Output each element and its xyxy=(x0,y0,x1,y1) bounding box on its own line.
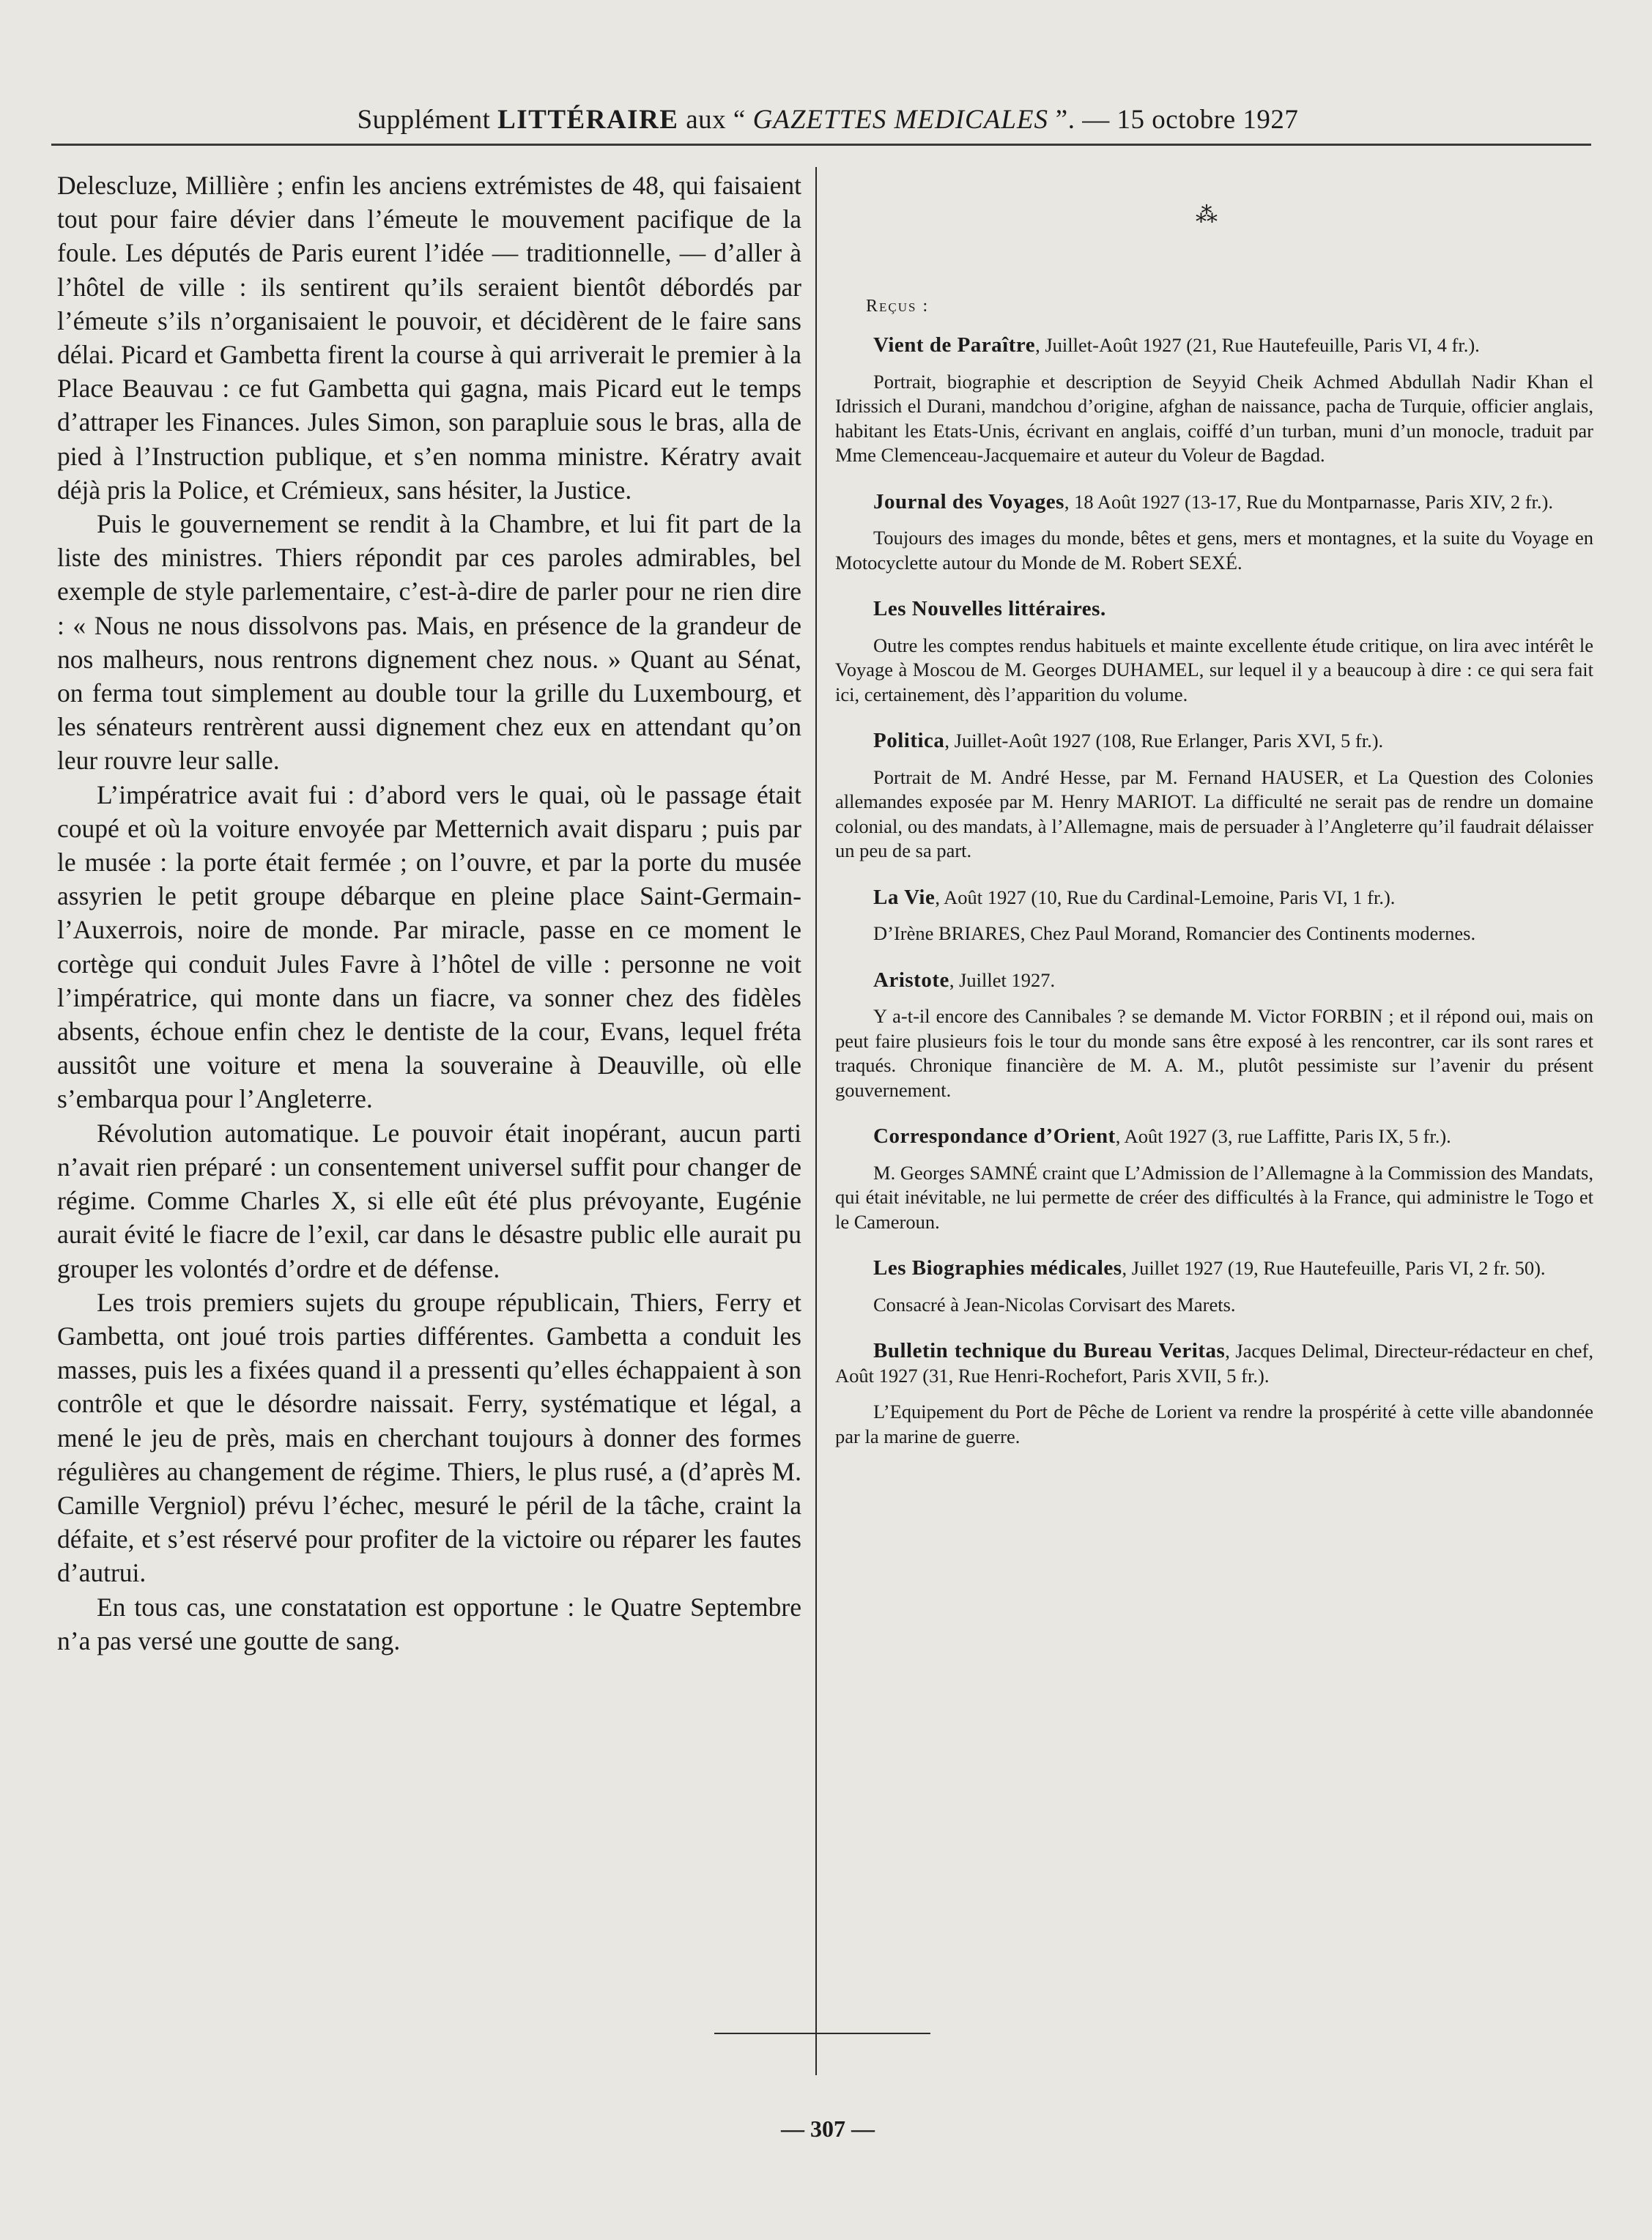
publication-entry xyxy=(835,333,1593,468)
publication-description: Consacré à Jean-Nicolas Corvisart des Marets. xyxy=(873,1293,1236,1316)
publication-entry xyxy=(835,597,1593,707)
publication-description: Y a-t-il encore des Cannibales ? se demande M. Victor FORBIN ; et il répond oui, mais on peut faire plusieurs fois le tour du monde sans être exposé à les rencontrer, car ils sont rares et traqués. Chronique financière de M. A. M., plutôt pessimiste sur l’avenir du présent gouvernement. xyxy=(835,1005,1593,1101)
header-supplement-title: LITTÉRAIRE xyxy=(497,105,679,135)
publication-entry xyxy=(835,729,1593,864)
header-journal-title: GAZETTES MEDICALES xyxy=(752,105,1049,135)
publication-info: , Juillet 1927 (19, Rue Hautefeuille, Paris VI, 2 fr. 50). xyxy=(1122,1257,1546,1279)
publication-entry xyxy=(835,968,1593,1103)
left-paragraph: Delescluze, Millière ; enfin les anciens extrémistes de 48, qui faisaient tout pour faire dévier dans l’émeute le mouvement pacifique de la foule. Les députés de Paris eurent l’idée — traditionnelle, — d’aller à l’hôtel de ville : ils sentirent qu’ils seraient bientôt débordés par l’émeute s’ils n’organisaient le pouvoir, et décidèrent de le faire sans délai. Picard et Gambetta firent la course à qui arriverait le premier à la Place Beauvau : ce fut Gambetta qui gagna, mais Picard eut le temps d’attraper les Finances. Jules Simon, son parapluie sous le bras, alla de pied à l’Instruction publique, et s’en nomma ministre. Kératry avait déjà pris la Police, et Crémieux, sans hésiter, la Justice. xyxy=(57,171,801,505)
publication-title: La Vie xyxy=(873,885,936,909)
publication-title: Journal des Voyages xyxy=(873,489,1064,513)
footer-rule xyxy=(714,2033,930,2034)
header-date: ”. — 15 octobre 1927 xyxy=(1048,105,1299,135)
left-paragraph: Puis le gouvernement se rendit à la Chambre, et lui fit part de la liste des ministres. Thiers répondit par ces paroles admirables, bel exemple de style parlementaire, c’est-à-dire de parler pour ne rien dire : « Nous ne nous dissolvons pas. Mais, en présence de la grandeur de nos malheurs, nous rentrons dignement chez nous. » Quant au Sénat, on ferma tout simplement au double tour la grille du Luxembourg, et les sénateurs rentrèrent aussi dignement chez eux en attendant qu’on leur rouvre leur salle. xyxy=(57,509,801,776)
asterism-ornament: ⁂ xyxy=(1196,203,1218,227)
publication-title: Correspondance d’Orient xyxy=(873,1124,1116,1148)
publication-description: L’Equipement du Port de Pêche de Lorient va rendre la prospérité à cette ville abandonnée par la marine de guerre. xyxy=(835,1401,1593,1447)
publication-info: , Juillet 1927. xyxy=(949,968,1056,991)
publication-entry xyxy=(835,1124,1593,1234)
publication-info: , Jacques Delimal, Directeur-rédacteur en chef, Août 1927 (31, Rue Henri-Rochefort, Paris XVII, 5 fr.). xyxy=(835,1340,1594,1387)
left-paragraph: L’impératrice avait fui : d’abord vers le quai, où le passage était coupé et où la voiture envoyée par Metternich avait disparu ; puis par le musée : la porte était fermée ; on l’ouvre, et par la porte du musée assyrien le petit groupe débarque en pleine place Saint-Germain-l’Auxerrois, noire de monde. Par miracle, passe en ce moment le cortège qui conduit Jules Favre à l’hôtel de ville : personne ne voit l’impératrice, qui monte dans un fiacre, va sonner chez des fidèles absents, échoue enfin chez le dentiste de la cour, Evans, lequel fréta aussitôt une voiture et mena la souveraine à Deauville, où elle s’embarqua pour l’Angleterre. xyxy=(57,779,801,1114)
header-connector: aux “ xyxy=(678,105,753,135)
publication-description: Outre les comptes rendus habituels et mainte excellente étude critique, on lira avec intérêt le Voyage à Moscou de M. Georges DUHAMEL, sur lequel il y a beaucoup à dire : ce qui sera fait ici, certainement, dès l’apparition du volume. xyxy=(835,634,1593,705)
header-rule xyxy=(51,144,1591,146)
received-heading: Reçus : xyxy=(866,297,930,316)
publication-entry xyxy=(835,1339,1593,1449)
publication-description: Portrait de M. André Hesse, par M. Fernand HAUSER, et La Question des Colonies allemandes exposée par M. Henry MARIOT. La difficulté ne serait pas de rendre un domaine colonial, ou des mandats, à l’Allemagne, mais de persuader à l’Angleterre qu’il faudrait délaisser un peu de sa part. xyxy=(835,765,1593,861)
left-paragraph: Révolution automatique. Le pouvoir était inopérant, aucun parti n’avait rien préparé : un consentement universel suffit pour changer de régime. Comme Charles X, si elle eût été plus prévoyante, Eugénie aurait évité le fiacre de l’exil, car dans le désastre public elle aurait pu grouper les volontés d’ordre et de défense. xyxy=(57,1118,801,1283)
publication-info: , Août 1927 (10, Rue du Cardinal-Lemoine, Paris VI, 1 fr.). xyxy=(935,886,1396,908)
publication-entry xyxy=(835,490,1593,576)
publication-info: , Juillet-Août 1927 (108, Rue Erlanger, Paris XVI, 5 fr.). xyxy=(944,730,1384,752)
publication-description: M. Georges SAMNÉ craint que L’Admission de l’Allemagne à la Commission des Mandats, qui était inévitable, ne lui permette de créer des difficultés à la France, qui administre le Togo et le Cameroun. xyxy=(835,1161,1593,1233)
publication-info: , 18 Août 1927 (13-17, Rue du Montparnasse, Paris XIV, 2 fr.). xyxy=(1064,490,1553,513)
publication-info: , Août 1927 (3, rue Laffitte, Paris IX, 5 fr.). xyxy=(1115,1125,1451,1147)
publication-info: , Juillet-Août 1927 (21, Rue Hautefeuille, Paris VI, 4 fr.). xyxy=(1035,334,1480,356)
publication-description: Toujours des images du monde, bêtes et gens, mers et montagnes, et la suite du Voyage en Motocyclette autour du Monde de M. Robert SEXÉ. xyxy=(835,527,1593,574)
left-paragraph: Les trois premiers sujets du groupe républicain, Thiers, Ferry et Gambetta, ont joué trois parties différentes. Gambetta a conduit les masses, puis les a fixées quand il a pressenti qu’elles échappaient à son contrôle et que le désordre naissait. Ferry, systématique et légal, a mené le jeu de près, mais en cherchant toujours à donner des formes régulières au changement de régime. Thiers, le plus rusé, a (d’après M. Camille Vergniol) prévu l’échec, mesuré le péril de la tâche, craint la défaite, et s’est réservé pour profiter de la victoire ou réparer les fautes d’autrui. xyxy=(57,1287,801,1588)
publication-entry xyxy=(835,886,1593,946)
publication-title: Les Biographies médicales xyxy=(873,1256,1122,1280)
publication-entry xyxy=(835,1256,1593,1317)
received-publications-list xyxy=(835,333,1593,1471)
publication-title: Bulletin technique du Bureau Veritas xyxy=(873,1339,1226,1362)
running-header xyxy=(51,104,1604,136)
header-prefix: Supplément xyxy=(357,105,498,135)
publication-title: Aristote xyxy=(873,968,949,992)
left-column-text xyxy=(57,168,801,1658)
publication-description: Portrait, biographie et description de Seyyid Cheik Achmed Abdullah Nadir Khan el Idrissich el Durani, mandchou d’origine, afghan de naissance, pacha de Turquie, officier anglais, habitant les Etats-Unis, écrivant en anglais, coiffé d’un turban, muni d’un monocle, traduit par Mme Clemenceau-Jacquemaire et auteur du Voleur de Bagdad. xyxy=(835,370,1593,466)
left-paragraph: En tous cas, une constatation est opportune : le Quatre Septembre n’a pas versé une goutte de sang. xyxy=(57,1592,801,1655)
page-number: — 307 — xyxy=(781,2115,875,2142)
publication-title: Vient de Paraître xyxy=(873,333,1036,357)
publication-description: D’Irène BRIARES, Chez Paul Morand, Romancier des Continents modernes. xyxy=(873,922,1476,944)
publication-title: Les Nouvelles littéraires. xyxy=(873,597,1106,620)
publication-title: Politica xyxy=(873,729,945,752)
column-divider xyxy=(815,167,817,2075)
